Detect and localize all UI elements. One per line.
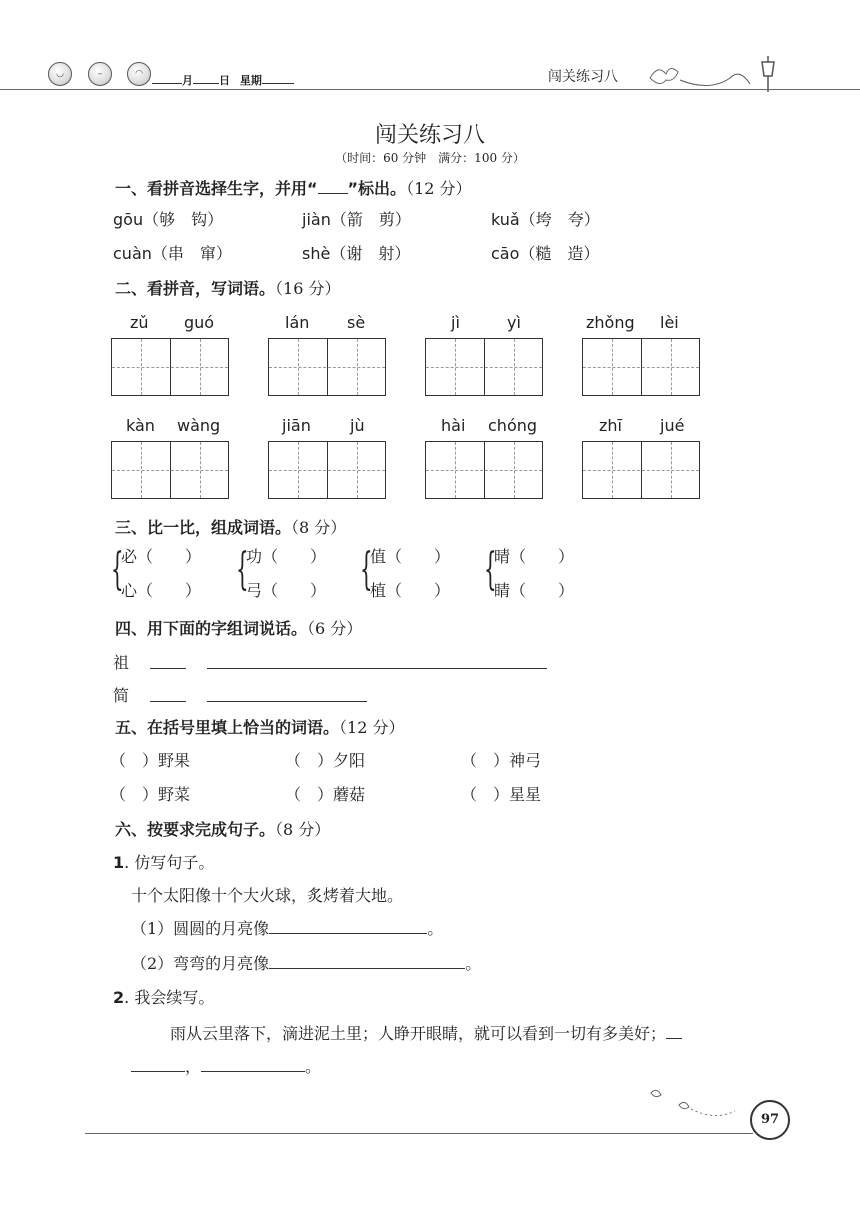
word-blank[interactable] bbox=[150, 701, 186, 702]
pinyin: yì bbox=[507, 313, 521, 332]
s1-item-3: kuǎ（垮 夸） bbox=[491, 210, 600, 229]
writing-box[interactable] bbox=[582, 338, 700, 396]
char-jian: 简 bbox=[113, 686, 130, 705]
sad-face-icon: ◠ bbox=[127, 62, 151, 86]
fill-item: （ ）夕阳 bbox=[285, 751, 366, 770]
section-4-title: 四、用下面的字组词说话。（6 分） bbox=[115, 619, 363, 638]
fill-item: （ ）野果 bbox=[110, 751, 191, 770]
writing-box[interactable] bbox=[268, 441, 386, 499]
s1-item-5: shè（谢 射） bbox=[302, 244, 411, 263]
q1-b: （2）弯弯的月亮像 。 bbox=[131, 954, 482, 973]
sentence-blank[interactable] bbox=[207, 701, 367, 702]
pinyin: kàn bbox=[126, 416, 155, 435]
pinyin: jiān bbox=[282, 416, 311, 435]
smile-face-icon: ◡ bbox=[48, 62, 72, 86]
header-title: 闯关练习八 bbox=[548, 69, 618, 85]
page-subtitle: （时间：60 分钟 满分：100 分） bbox=[335, 151, 525, 165]
q2-continuation: ， 。 bbox=[131, 1054, 321, 1077]
word-blank[interactable] bbox=[150, 668, 186, 669]
writing-box[interactable] bbox=[582, 441, 700, 499]
pinyin: sè bbox=[347, 313, 366, 332]
section-5-title: 五、在括号里填上恰当的词语。（12 分） bbox=[115, 718, 405, 737]
writing-box[interactable] bbox=[425, 441, 543, 499]
s1-item-2: jiàn（箭 剪） bbox=[302, 210, 411, 229]
pinyin: jué bbox=[660, 416, 685, 435]
s1-item-4: cuàn（串 窜） bbox=[113, 244, 232, 263]
butterfly-icon bbox=[640, 58, 770, 98]
brace-icon: { bbox=[236, 544, 249, 595]
footer-rule bbox=[85, 1133, 753, 1134]
brace-icon: { bbox=[360, 544, 373, 595]
sentence-blank[interactable] bbox=[207, 668, 547, 669]
fill-item: （ ）野菜 bbox=[110, 785, 191, 804]
q1-label: 1. 仿写句子。 bbox=[113, 853, 215, 872]
footer-butterfly-icon bbox=[645, 1085, 755, 1125]
section-6-title: 六、按要求完成句子。（8 分） bbox=[115, 820, 331, 839]
compare-pair-2: 功（ ） 弓（ ） bbox=[246, 547, 327, 600]
section-1-title: 一、看拼音选择生字，并用“ ”标出。（12 分） bbox=[115, 179, 472, 198]
pinyin: jù bbox=[350, 416, 365, 435]
page-title: 闯关练习八 bbox=[374, 123, 485, 148]
brace-icon: { bbox=[484, 544, 497, 595]
writing-box[interactable] bbox=[111, 338, 229, 396]
s1-item-1: gōu（够 钩） bbox=[113, 210, 224, 229]
pinyin: hài bbox=[441, 416, 466, 435]
pinyin: zǔ bbox=[130, 313, 149, 332]
q1-example: 十个太阳像十个大火球，炙烤着大地。 bbox=[131, 886, 404, 905]
q2-text: 雨从云里落下，滴进泥土里；人睁开眼睛，就可以看到一切有多美好； bbox=[170, 1021, 682, 1044]
pinyin: chóng bbox=[488, 416, 538, 435]
compare-pair-3: 值（ ） 植（ ） bbox=[370, 547, 451, 600]
q1-a: （1）圆圆的月亮像 。 bbox=[131, 919, 444, 938]
compare-pair-1: 必（ ） 心（ ） bbox=[121, 547, 202, 600]
header-rule bbox=[0, 89, 860, 90]
section-2-title: 二、看拼音，写词语。（16 分） bbox=[115, 279, 341, 298]
q2-label: 2. 我会续写。 bbox=[113, 988, 215, 1007]
fill-item: （ ）神弓 bbox=[461, 751, 542, 770]
fill-item: （ ）星星 bbox=[461, 785, 542, 804]
pinyin: lèi bbox=[660, 313, 679, 332]
page-number-badge: 97 bbox=[750, 1100, 790, 1140]
pinyin: lán bbox=[285, 313, 310, 332]
compare-pair-4: 晴（ ） 睛（ ） bbox=[494, 547, 575, 600]
date-line: 月 日 星期 bbox=[152, 72, 294, 88]
char-zu: 祖 bbox=[113, 653, 130, 672]
pinyin: guó bbox=[184, 313, 215, 332]
pinyin: zhī bbox=[599, 416, 622, 435]
lamp-icon bbox=[756, 54, 780, 94]
writing-box[interactable] bbox=[425, 338, 543, 396]
s1-item-6: cāo（糙 造） bbox=[491, 244, 600, 263]
brace-icon: { bbox=[111, 544, 124, 595]
writing-box[interactable] bbox=[268, 338, 386, 396]
neutral-face-icon: – bbox=[88, 62, 112, 86]
pinyin: jì bbox=[451, 313, 460, 332]
pinyin: wàng bbox=[177, 416, 221, 435]
pinyin: zhǒng bbox=[586, 313, 635, 332]
writing-box[interactable] bbox=[111, 441, 229, 499]
fill-item: （ ）蘑菇 bbox=[285, 785, 366, 804]
section-3-title: 三、比一比，组成词语。（8 分） bbox=[115, 518, 347, 537]
